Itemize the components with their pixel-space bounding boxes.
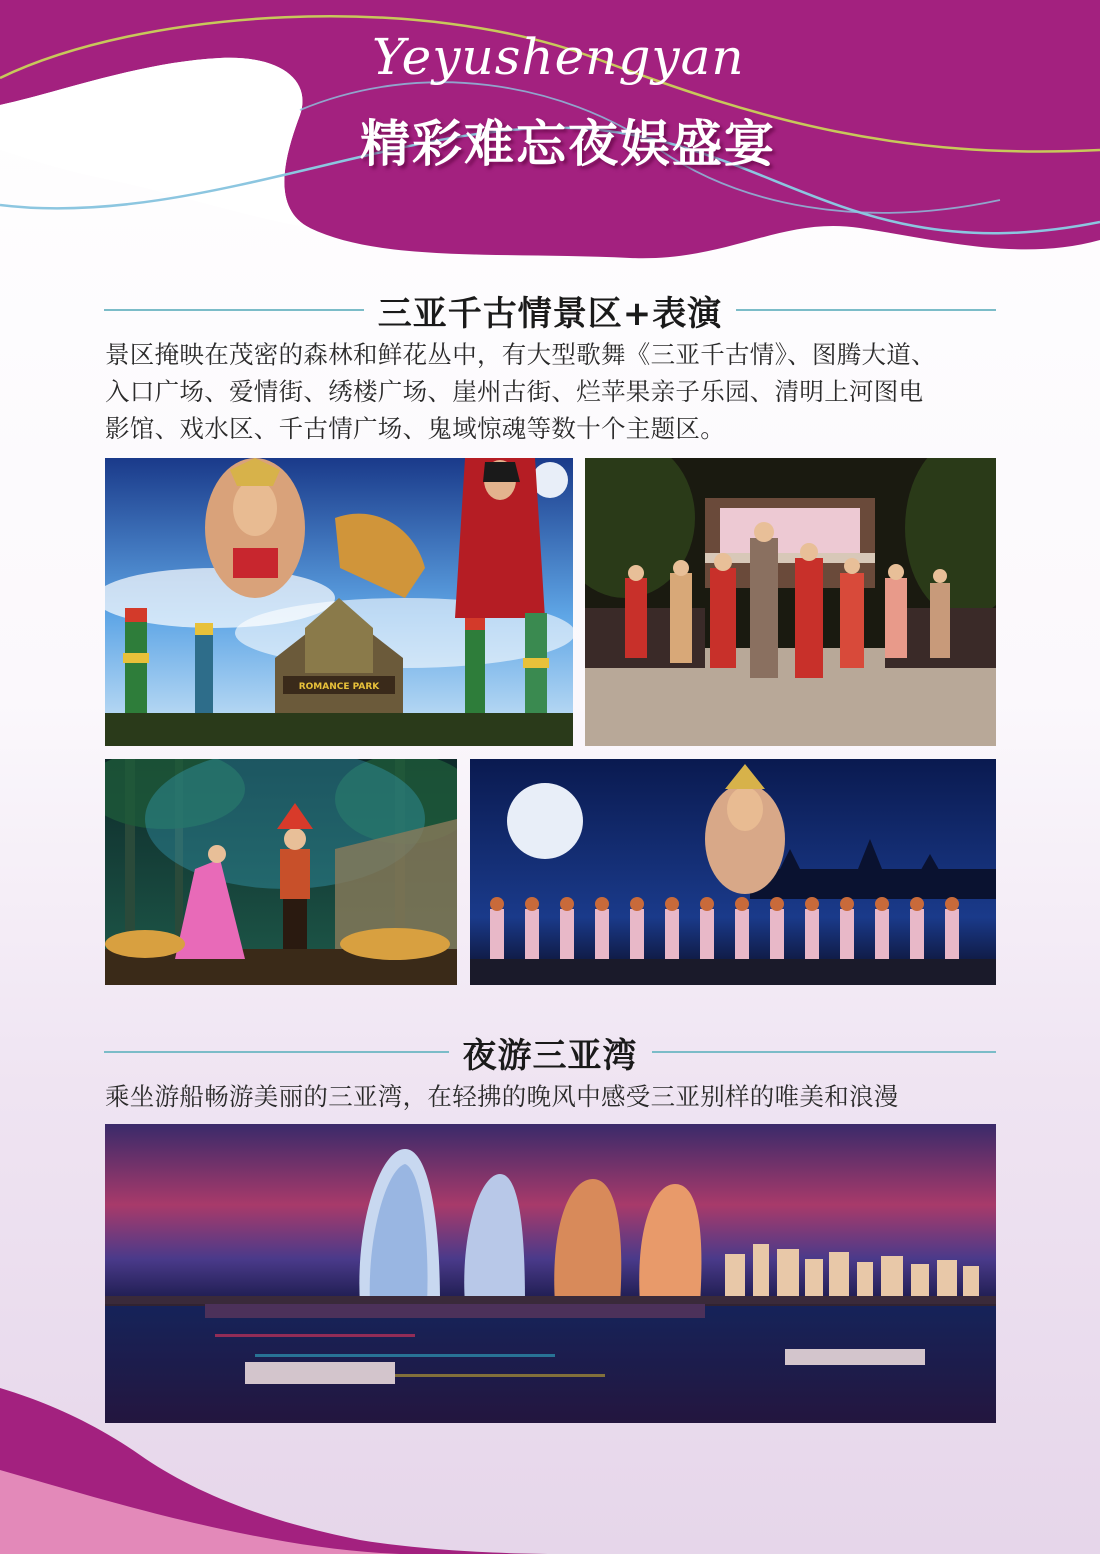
section-heading-text: 夜游三亚湾 [462,1035,638,1076]
heading-rule-left [104,1051,449,1053]
script-title: Yeyushengyan [372,28,745,86]
heading-rule-right [652,1051,997,1053]
photo-moonlit-stage [470,759,996,985]
section-heading-sanya-bay [104,1027,996,1077]
heading-rule-left [104,309,364,311]
paragraph-line: 影馆、戏水区、千古情广场、鬼域惊魂等数十个主题区。 [105,414,725,443]
paragraph-line: 景区掩映在茂密的森林和鲜花丛中，有大型歌舞《三亚千古情》、图腾大道、 [105,340,936,369]
photo-theme-park-gate [105,458,573,746]
section1-paragraph [105,336,1025,447]
main-title: 精彩难忘夜娱盛宴 [360,115,776,173]
photo1-sign-text: ROMANCE PARK [298,682,380,692]
photo-forest-stage [105,759,457,985]
section2-paragraph: 乘坐游船畅游美丽的三亚湾，在轻拂的晚风中感受三亚别样的唯美和浪漫 [105,1082,899,1111]
paragraph-line: 入口广场、爱情街、绣楼广场、崖州古街、烂苹果亲子乐园、清明上河图电 [105,377,924,406]
section-heading-sanya-qianguqing [104,285,996,335]
photo-sanya-bay-night [105,1124,996,1423]
section-heading-text: 三亚千古情景区+表演 [377,293,723,334]
heading-rule-right [736,309,996,311]
photo-street-parade [585,458,996,746]
